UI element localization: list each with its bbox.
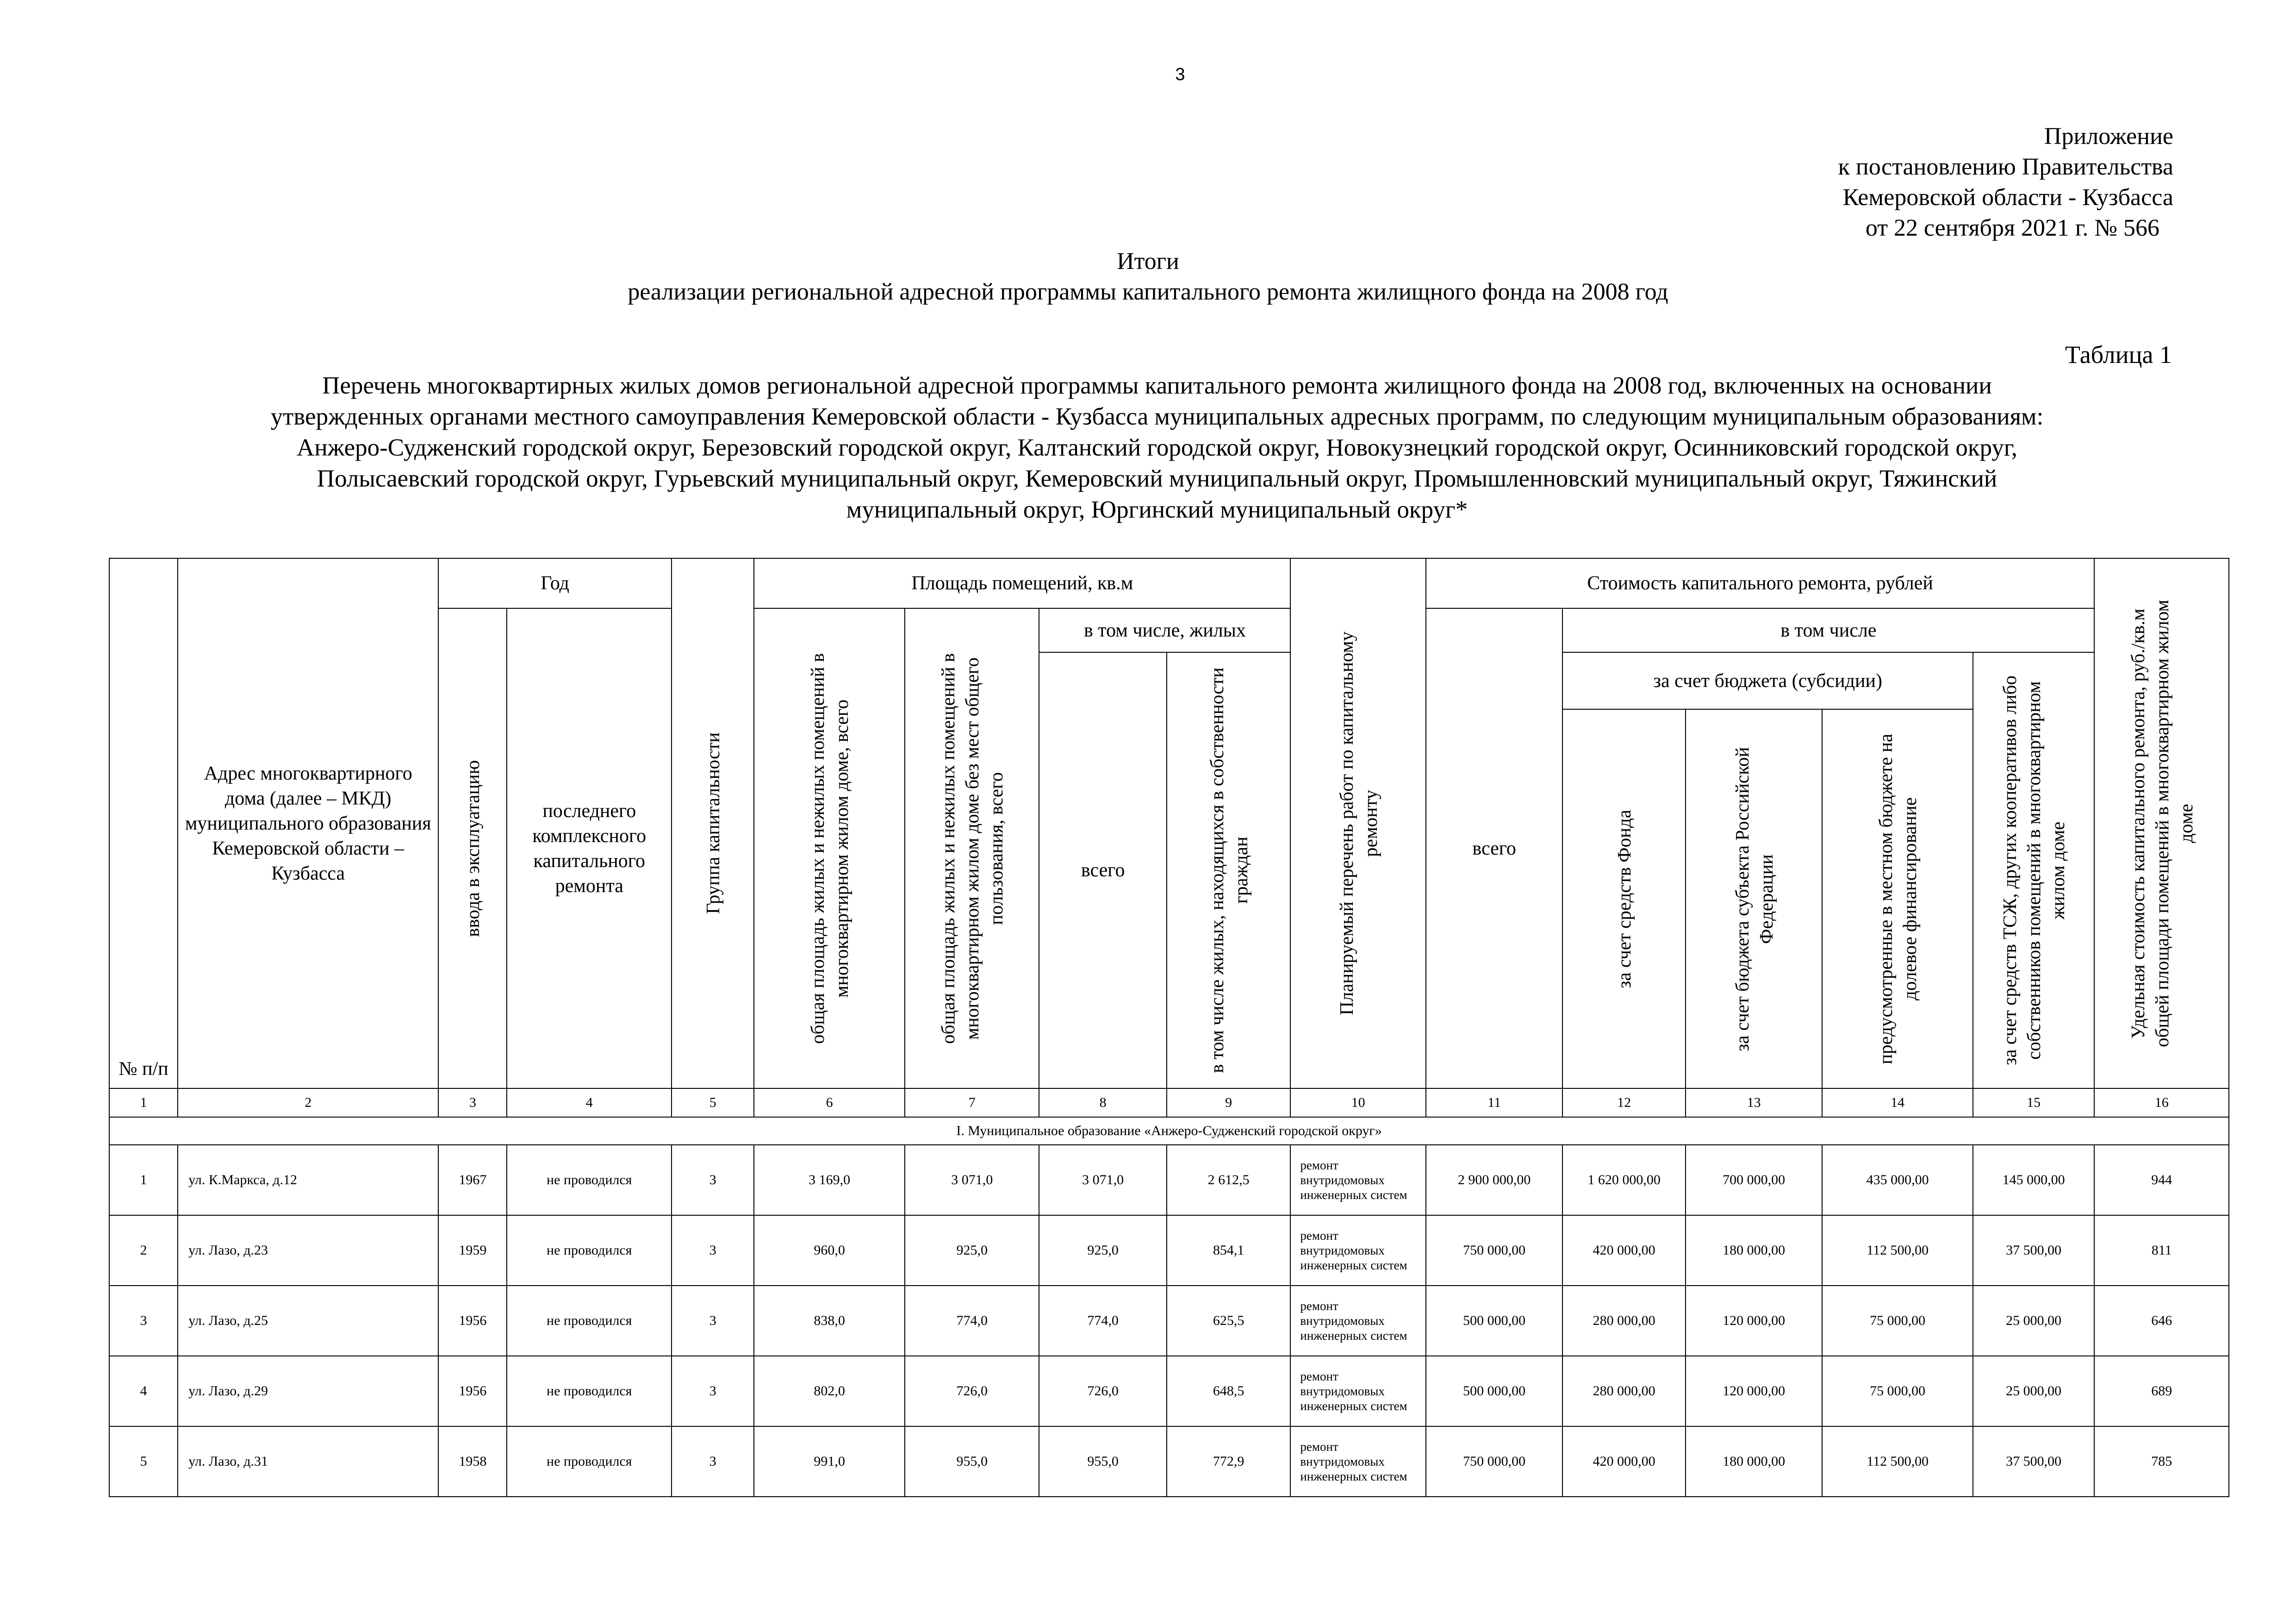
cell-c12: 280 000,00 (1562, 1286, 1685, 1356)
cell-c14: 112 500,00 (1822, 1426, 1973, 1497)
cell-c15: 145 000,00 (1973, 1145, 2094, 1215)
column-number: 5 (672, 1088, 754, 1117)
cell-c16: 811 (2094, 1215, 2229, 1286)
header-year-last-repair: последнего комплексного капитального ремонта (507, 608, 672, 1088)
column-number: 12 (1562, 1088, 1685, 1117)
cell-a8: 925,0 (1039, 1215, 1166, 1286)
cell-a8: 726,0 (1039, 1356, 1166, 1426)
header-year-commission: ввода в эксплуатацию (438, 608, 507, 1088)
cell-a7: 3 071,0 (905, 1145, 1039, 1215)
cell-a9: 648,5 (1167, 1356, 1291, 1426)
cell-a6: 838,0 (754, 1286, 905, 1356)
column-number: 9 (1167, 1088, 1291, 1117)
header-area-residential-total: всего (1039, 652, 1166, 1088)
cell-c12: 420 000,00 (1562, 1215, 1685, 1286)
header-fund: за счет средств Фонда (1562, 709, 1685, 1088)
cell-a9: 625,5 (1167, 1286, 1291, 1356)
cell-a6: 991,0 (754, 1426, 905, 1497)
cell-a9: 854,1 (1167, 1215, 1291, 1286)
cell-c15: 37 500,00 (1973, 1426, 2094, 1497)
column-number: 6 (754, 1088, 905, 1117)
cell-c13: 120 000,00 (1686, 1356, 1823, 1426)
header-area-residential: в том числе, жилых (1039, 608, 1290, 652)
header-cost-including: в том числе (1562, 608, 2094, 652)
table-row (109, 1145, 2229, 1215)
cell-c16: 785 (2094, 1426, 2229, 1497)
cell-c16: 944 (2094, 1145, 2229, 1215)
header-capital-group: Группа капитальности (672, 558, 754, 1088)
table-label: Таблица 1 (2065, 341, 2172, 369)
cell-a7: 925,0 (905, 1215, 1039, 1286)
cell-n: 5 (109, 1426, 178, 1497)
cell-year: 1967 (438, 1145, 507, 1215)
header-region-budget: за счет бюджета субъекта Российской Федерации (1686, 709, 1823, 1088)
cell-last: не проводился (507, 1215, 672, 1286)
cell-n: 3 (109, 1286, 178, 1356)
column-number: 16 (2094, 1088, 2229, 1117)
column-number: 1 (109, 1088, 178, 1117)
cell-c11: 750 000,00 (1426, 1426, 1563, 1497)
cell-a9: 2 612,5 (1167, 1145, 1291, 1215)
cell-work: ремонт внутридомовых инженерных систем (1290, 1426, 1426, 1497)
cell-group: 3 (672, 1145, 754, 1215)
table-body (109, 1145, 2229, 1497)
cell-a7: 955,0 (905, 1426, 1039, 1497)
column-number: 8 (1039, 1088, 1166, 1117)
cell-c12: 1 620 000,00 (1562, 1145, 1685, 1215)
cell-a9: 772,9 (1167, 1426, 1291, 1497)
cell-address: ул. Лазо, д.31 (178, 1426, 438, 1497)
page-number: 3 (1175, 65, 1185, 84)
cell-a6: 960,0 (754, 1215, 905, 1286)
cell-c13: 700 000,00 (1686, 1145, 1823, 1215)
header-area-citizen-owned: в том числе жилых, находящихся в собственности граждан (1167, 652, 1291, 1088)
description-line: Анжеро-Судженский городской округ, Березовский городской округ, Калтанский городской округ, Новокузнецкий городской округ, Осинниковский городской округ, (297, 434, 2017, 461)
cell-year: 1956 (438, 1356, 507, 1426)
column-number: 3 (438, 1088, 507, 1117)
cell-address: ул. Лазо, д.23 (178, 1215, 438, 1286)
cell-c13: 180 000,00 (1686, 1426, 1823, 1497)
cell-a6: 802,0 (754, 1356, 905, 1426)
cell-c16: 689 (2094, 1356, 2229, 1426)
header-local-budget: предусмотренные в местном бюджете на долевое финансирование (1822, 709, 1973, 1088)
table-description (139, 370, 2175, 525)
table-row (109, 1426, 2229, 1497)
column-number: 15 (1973, 1088, 2094, 1117)
cell-group: 3 (672, 1356, 754, 1426)
document-title: Итоги (1117, 248, 1179, 275)
column-number-row (109, 1088, 2229, 1117)
cell-n: 2 (109, 1215, 178, 1286)
cell-c11: 750 000,00 (1426, 1215, 1563, 1286)
header-area: Площадь помещений, кв.м (754, 558, 1290, 608)
header-unit-cost: Удельная стоимость капитального ремонта, руб./кв.м общей площади помещений в многоквартирном жилом доме (2094, 558, 2229, 1088)
header-address: Адрес многоквартирного дома (далее – МКД) муниципального образования Кемеровской области – Кузбасса (178, 558, 438, 1088)
cell-year: 1959 (438, 1215, 507, 1286)
appendix-line: от 22 сентября 2021 г. № 566 (1865, 215, 2159, 241)
cell-c14: 75 000,00 (1822, 1356, 1973, 1426)
cell-c12: 280 000,00 (1562, 1356, 1685, 1426)
header-num: № п/п (109, 558, 178, 1088)
table-row (109, 1356, 2229, 1426)
cell-last: не проводился (507, 1145, 672, 1215)
column-number: 10 (1290, 1088, 1426, 1117)
cell-n: 4 (109, 1356, 178, 1426)
column-number: 7 (905, 1088, 1039, 1117)
cell-c16: 646 (2094, 1286, 2229, 1356)
cell-c11: 500 000,00 (1426, 1286, 1563, 1356)
header-budget: за счет бюджета (субсидии) (1562, 652, 1973, 709)
column-number: 13 (1686, 1088, 1823, 1117)
cell-group: 3 (672, 1215, 754, 1286)
description-line: Полысаевский городской округ, Гурьевский муниципальный округ, Кемеровский муниципальный округ, Промышленновский муниципальный округ, Тяжинский (317, 465, 1997, 492)
cell-c11: 2 900 000,00 (1426, 1145, 1563, 1215)
header-area-total: общая площадь жилых и нежилых помещений в многоквартирном жилом доме, всего (754, 608, 905, 1088)
table-row (109, 1215, 2229, 1286)
header-year: Год (438, 558, 672, 608)
cell-a8: 955,0 (1039, 1426, 1166, 1497)
cell-a7: 726,0 (905, 1356, 1039, 1426)
column-number: 2 (178, 1088, 438, 1117)
description-line: муниципальный округ, Юргинский муниципальный округ* (846, 496, 1468, 523)
cell-c13: 120 000,00 (1686, 1286, 1823, 1356)
cell-a8: 774,0 (1039, 1286, 1166, 1356)
cell-c14: 112 500,00 (1822, 1215, 1973, 1286)
housing-table (109, 558, 2229, 1497)
cell-c13: 180 000,00 (1686, 1215, 1823, 1286)
header-cost-total: всего (1426, 608, 1563, 1088)
cell-work: ремонт внутридомовых инженерных систем (1290, 1215, 1426, 1286)
cell-address: ул. Лазо, д.25 (178, 1286, 438, 1356)
cell-c14: 435 000,00 (1822, 1145, 1973, 1215)
cell-work: ремонт внутридомовых инженерных систем (1290, 1356, 1426, 1426)
cell-last: не проводился (507, 1426, 672, 1497)
table-row (109, 1286, 2229, 1356)
cell-address: ул. Лазо, д.29 (178, 1356, 438, 1426)
cell-n: 1 (109, 1145, 178, 1215)
cell-last: не проводился (507, 1356, 672, 1426)
cell-work: ремонт внутридомовых инженерных систем (1290, 1286, 1426, 1356)
cell-c15: 37 500,00 (1973, 1215, 2094, 1286)
cell-address: ул. К.Маркса, д.12 (178, 1145, 438, 1215)
cell-group: 3 (672, 1426, 754, 1497)
cell-c12: 420 000,00 (1562, 1426, 1685, 1497)
appendix-block (1838, 121, 2173, 244)
description-line: утвержденных органами местного самоуправления Кемеровской области - Кузбасса муниципальных адресных программ, по следующим муниципальным образованиям: (270, 403, 2044, 430)
document-subtitle: реализации региональной адресной программы капитального ремонта жилищного фонда на 2008 год (628, 279, 1668, 305)
header-owners: за счет средств ТСЖ, других кооперативов либо собственников помещений в многоквартирном жилом доме (1973, 652, 2094, 1088)
header-work-list: Планируемый перечень работ по капитальному ремонту (1290, 558, 1426, 1088)
cell-a7: 774,0 (905, 1286, 1039, 1356)
cell-c11: 500 000,00 (1426, 1356, 1563, 1426)
appendix-line: Приложение (2044, 123, 2173, 150)
header-area-no-common: общая площадь жилых и нежилых помещений в многоквартирном жилом доме без мест общего пользования, всего (905, 608, 1039, 1088)
column-number: 4 (507, 1088, 672, 1117)
cell-a8: 3 071,0 (1039, 1145, 1166, 1215)
cell-a6: 3 169,0 (754, 1145, 905, 1215)
header-cost: Стоимость капитального ремонта, рублей (1426, 558, 2094, 608)
cell-last: не проводился (507, 1286, 672, 1356)
description-line: Перечень многоквартирных жилых домов региональной адресной программы капитального ремонта жилищного фонда на 2008 год, включенных на основании (322, 372, 1992, 399)
cell-year: 1956 (438, 1286, 507, 1356)
cell-c14: 75 000,00 (1822, 1286, 1973, 1356)
appendix-line: Кемеровской области - Кузбасса (1842, 184, 2173, 211)
cell-c15: 25 000,00 (1973, 1286, 2094, 1356)
section-title: I. Муниципальное образование «Анжеро-Судженский городской округ» (109, 1117, 2229, 1145)
appendix-line: к постановлению Правительства (1838, 154, 2173, 180)
column-number: 11 (1426, 1088, 1563, 1117)
cell-year: 1958 (438, 1426, 507, 1497)
column-number: 14 (1822, 1088, 1973, 1117)
cell-c15: 25 000,00 (1973, 1356, 2094, 1426)
cell-work: ремонт внутридомовых инженерных систем (1290, 1145, 1426, 1215)
cell-group: 3 (672, 1286, 754, 1356)
